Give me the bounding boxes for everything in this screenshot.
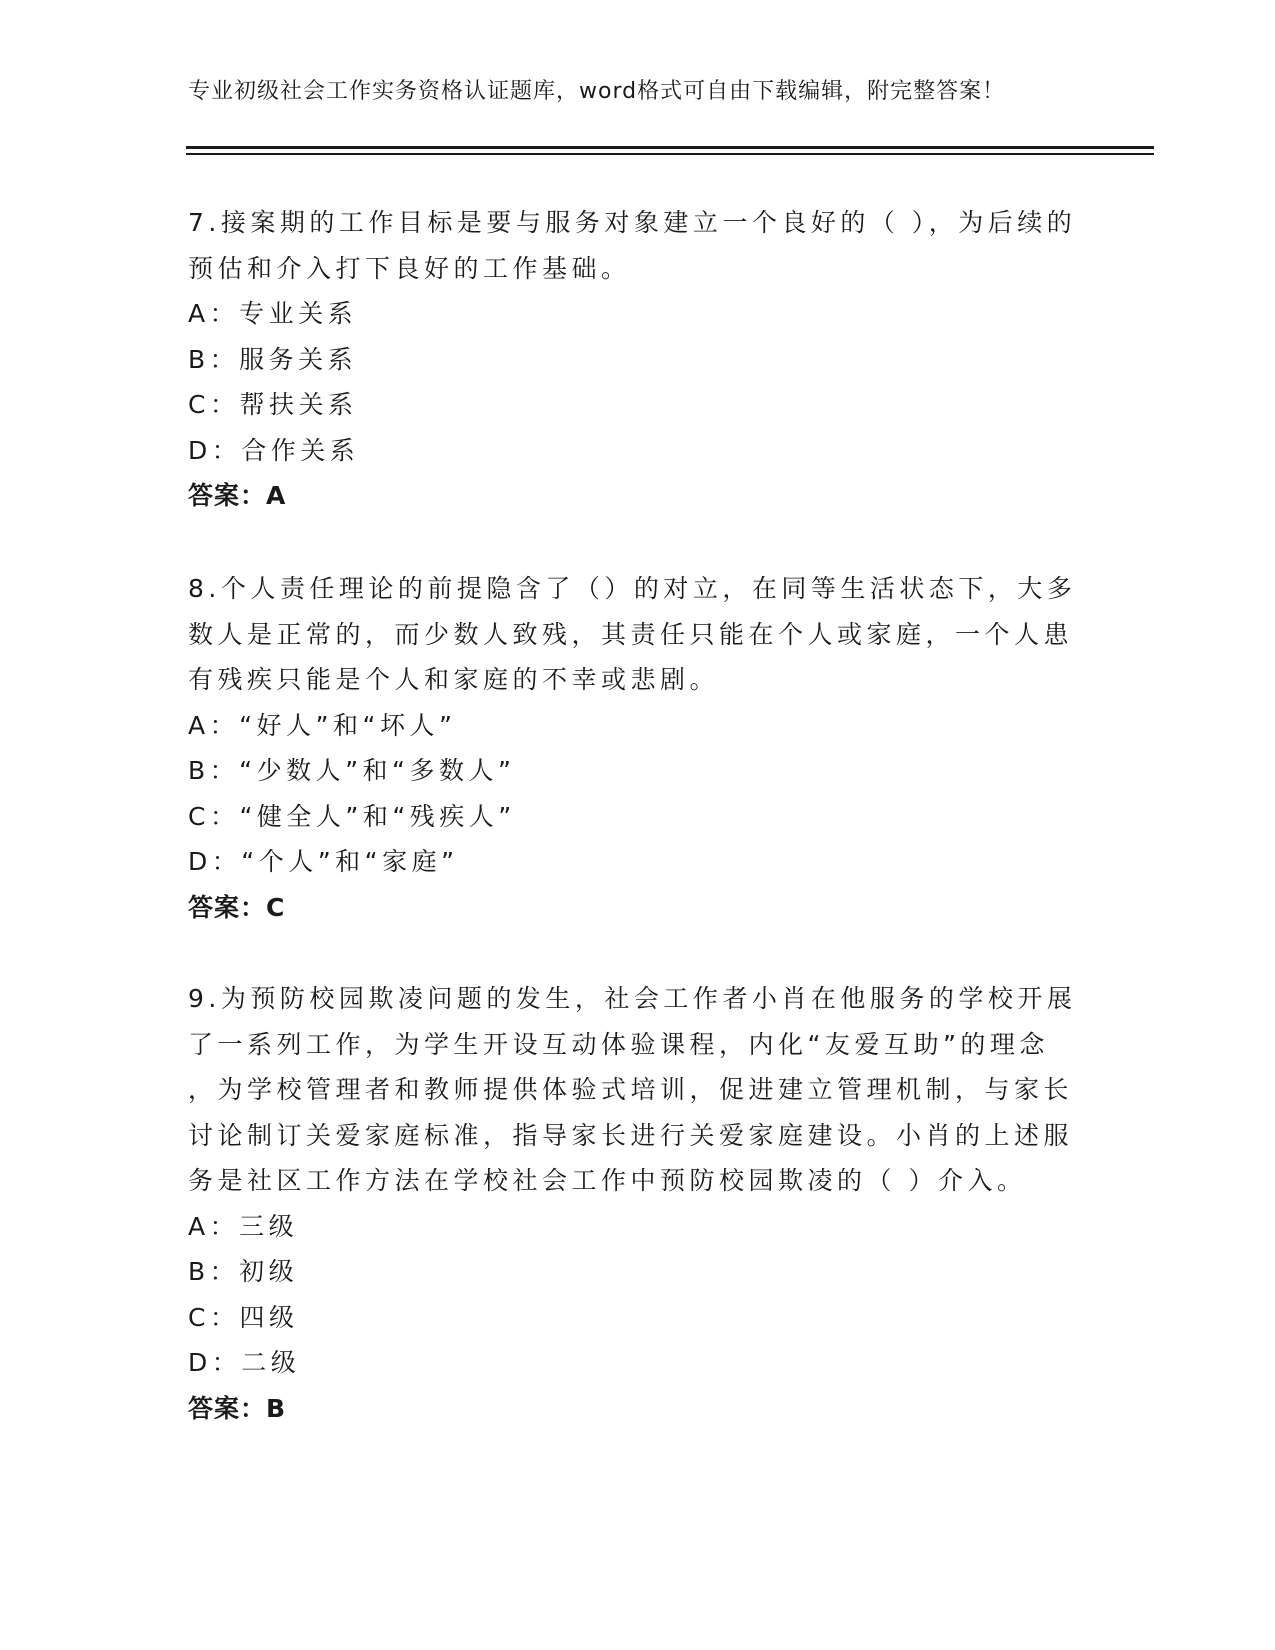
stem-line: 数人是正常的，而少数人致残，其责任只能在个人或家庭，一个人患	[188, 619, 1074, 649]
stem-line: 务是社区工作方法在学校社会工作中预防校园欺凌的（ ）介入。	[188, 1166, 1027, 1195]
option-b: B：服务关系	[188, 344, 358, 374]
page-header: 专业初级社会工作实务资格认证题库，word格式可自由下载编辑，附完整答案！	[188, 79, 1006, 104]
stem-line: 预估和介入打下良好的工作基础。	[188, 253, 631, 283]
question-7	[188, 200, 1088, 519]
option-a: A：专业关系	[188, 299, 358, 328]
answer-label: 答案：C	[188, 892, 286, 922]
stem-line: 有残疾只能是个人和家庭的不幸或悲剧。	[188, 665, 720, 694]
option-b: B：“少数人”和“多数人”	[188, 756, 516, 785]
option-c: C：四级	[188, 1302, 299, 1332]
option-d: D：“个人”和“家庭”	[188, 847, 459, 876]
stem-line: 8.个人责任理论的前提隐含了（）的对立，在同等生活状态下，大多	[188, 574, 1077, 603]
option-a: A：三级	[188, 1211, 299, 1241]
stem-line: 9.为预防校园欺凌问题的发生，社会工作者小肖在他服务的学校开展	[188, 984, 1077, 1013]
header-rule-thick	[186, 146, 1154, 149]
stem-line: 了一系列工作，为学生开设互动体验课程，内化“友爱互助”的理念	[188, 1029, 1049, 1059]
question-8	[188, 566, 1088, 930]
stem-line: 7.接案期的工作目标是要与服务对象建立一个良好的（ ），为后续的	[188, 208, 1077, 237]
question-stem	[188, 566, 1088, 703]
header-rule-thin	[186, 153, 1154, 155]
option-d: D：二级	[188, 1348, 301, 1377]
option-c: C：“健全人”和“残疾人”	[188, 801, 516, 831]
option-d: D：合作关系	[188, 435, 360, 465]
answer-label: 答案：B	[188, 1393, 287, 1423]
option-c: C：帮扶关系	[188, 390, 358, 419]
question-stem	[188, 976, 1088, 1204]
stem-line: ，为学校管理者和教师提供体验式培训，促进建立管理机制，与家长	[188, 1075, 1074, 1104]
option-a: A：“好人”和“坏人”	[188, 710, 457, 740]
question-stem	[188, 200, 1088, 291]
answer-label: 答案：A	[188, 481, 287, 510]
question-9	[188, 976, 1088, 1431]
option-b: B：初级	[188, 1257, 299, 1286]
stem-line: 讨论制订关爱家庭标准，指导家长进行关爱家庭建设。小肖的上述服	[188, 1120, 1074, 1150]
